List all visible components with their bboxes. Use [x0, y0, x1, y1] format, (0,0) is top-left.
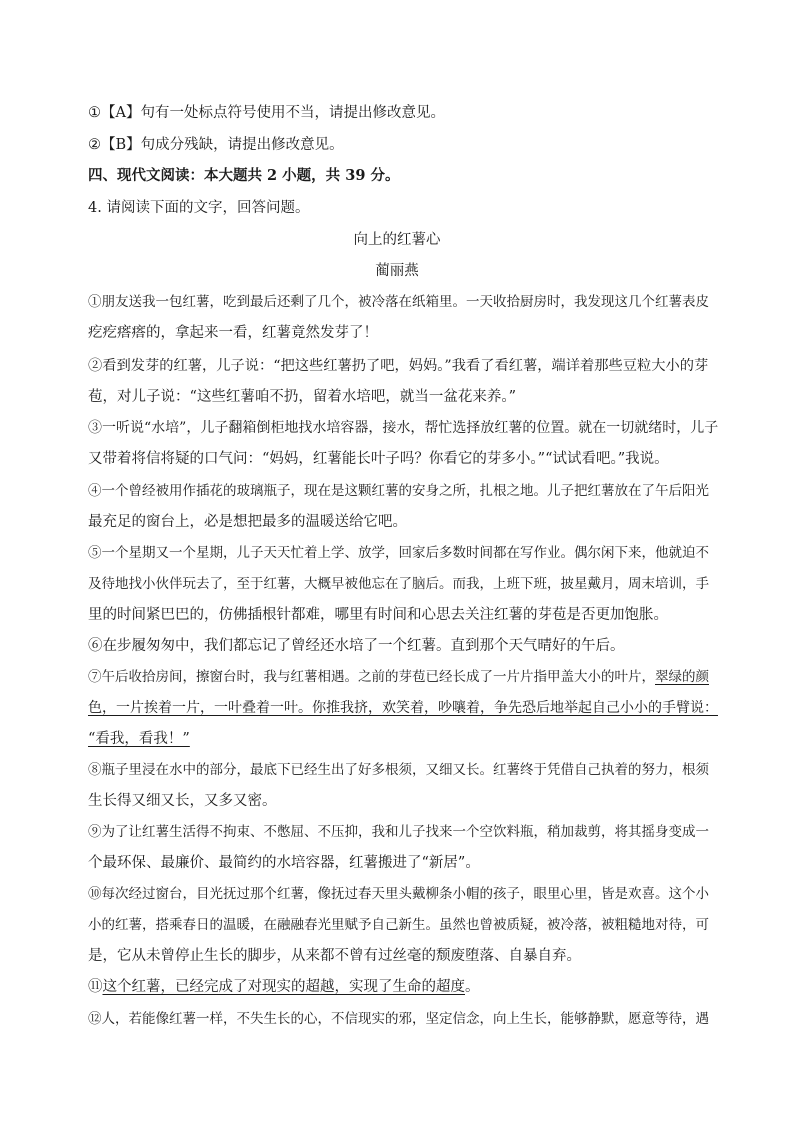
paragraph-line: 及待地找小伙伴玩去了，至于红薯，大概早被他忘在了脑后。而我，上班下班，披星戴月，周末培训，手	[88, 576, 709, 592]
section-header: 四、现代文阅读：本大题共 2 小题，共 39 分。	[88, 167, 400, 184]
paragraph-line: ⑤一个星期又一个星期，儿子天天忙着上学、放学，回家后多数时间都在写作业。偶尔闲下来，他就迫不	[88, 545, 709, 561]
question-item-2: ②【B】句成分残缺，请提出修改意见。	[88, 137, 344, 153]
paragraph-line: 是，它从未曾停止生长的脚步，从来都不曾有过丝毫的颓废堕落、自暴自弃。	[88, 948, 581, 964]
paragraph-line: ①朋友送我一包红薯，吃到最后还剩了几个，被冷落在纸箱里。一天收拾厨房时，我发现这几个红薯表皮	[88, 294, 709, 310]
paragraph-line: 苞，对儿子说：“这些红薯咱不扔，留着水培吧，就当一盆花来养。”	[88, 389, 517, 405]
underlined-sentence: 这个红薯，已经完成了对现实的超越，实现了生命的超度	[102, 979, 465, 995]
paragraph-line: ⑩每次经过窗台，目光抚过那个红薯，像抚过春天里头戴柳条小帽的孩子，眼里心里，皆是欢喜。这个小	[88, 886, 709, 902]
paragraph-line: 小的红薯，搭乘春日的温暖，在融融春光里赋予自己新生。虽然也曾被质疑，被冷落，被粗糙地对待，可	[88, 917, 709, 933]
paragraph-text: 。	[465, 979, 480, 995]
paragraph-line: 疙疙瘩瘩的，拿起来一看，红薯竟然发芽了！	[88, 325, 378, 341]
paragraph-number: ⑪	[88, 979, 103, 995]
article-author: 蔺丽燕	[375, 263, 419, 279]
paragraph-line: ④一个曾经被用作插花的玻璃瓶子，现在是这颗红薯的安身之所，扎根之地。儿子把红薯放在了午后阳光	[88, 483, 709, 499]
paragraph-11	[88, 977, 718, 997]
underlined-sentence: 翠绿的颜	[655, 669, 709, 685]
paragraph-line: ②看到发芽的红薯，儿子说：“把这些红薯扔了吧，妈妈。”我看了看红薯，端详着那些豆粒大小的芽	[88, 358, 709, 374]
paragraph-7-line-1	[88, 667, 718, 687]
paragraph-line: ⑨为了让红薯生活得不拘束、不憋屈、不压抑，我和儿子找来一个空饮料瓶，稍加裁剪，将其摇身变成一	[88, 824, 709, 840]
paragraph-line: 个最环保、最廉价、最简约的水培容器，红薯搬进了“新居”。	[88, 855, 480, 871]
paragraph-line: 又带着将信将疑的口气问：“妈妈，红薯能长叶子吗？你看它的芽多小。”“试试看吧。”我说。	[88, 451, 669, 467]
paragraph-line: ③一听说“水培”，儿子翻箱倒柜地找水培容器，接水，帮忙选择放红薯的位置。就在一切就绪时，儿子	[88, 420, 719, 436]
paragraph-line: 最充足的窗台上，必是想把最多的温暖送给它吧。	[88, 514, 407, 530]
question-item-1: ①【A】句有一处标点符号使用不当，请提出修改意见。	[88, 105, 445, 121]
paragraph-line: ⑧瓶子里浸在水中的部分，最底下已经生出了好多根须，又细又长。红薯终于凭借自己执着的努力，根须	[88, 762, 709, 778]
underlined-sentence-line: “看我，看我！”	[88, 731, 190, 747]
paragraph-line: 生长得又细又长，又多又密。	[88, 793, 277, 809]
paragraph-line: 里的时间紧巴巴的，仿佛插根针都难，哪里有时间和心思去关注红薯的芽苞是否更加饱胀。	[88, 607, 668, 623]
paragraph-text: ⑦午后收拾房间，擦窗台时，我与红薯相遇。之前的芽苞已经长成了一片片指甲盖大小的叶片，	[88, 669, 655, 685]
paragraph-12: ⑫人，若能像红薯一样，不失生长的心，不信现实的邪，坚定信念，向上生长，能够静默，愿意等待，遇	[88, 1011, 709, 1027]
underlined-sentence-line: 色，一片挨着一片，一叶叠着一叶。你推我挤，欢笑着，吵嚷着，争先恐后地举起自己小小的手臂说：	[88, 700, 718, 716]
question-4-prompt: 4. 请阅读下面的文字，回答问题。	[88, 200, 310, 216]
paragraph-line: ⑥在步履匆匆中，我们都忘记了曾经还水培了一个红薯。直到那个天气晴好的午后。	[88, 638, 625, 654]
article-title: 向上的红薯心	[353, 232, 441, 248]
